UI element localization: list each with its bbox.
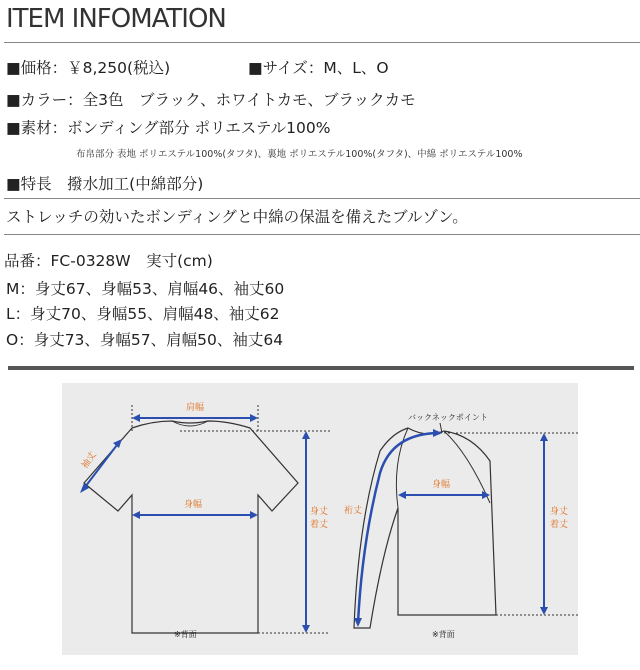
product-number: 品番：FC-0328W 実寸(cm) [4,252,213,270]
back-note-left: ※背面 [174,630,197,639]
measurement-svg [62,383,578,655]
chest-left-label: 身幅 [184,500,203,510]
back-note-right: ※背面 [432,630,455,639]
sleeve-short-label: 袖丈 [80,450,99,471]
size-row-m: M：身丈67、身幅53、肩幅46、袖丈60 [6,280,285,298]
material-text: ■素材：ボンディング部分 ポリエステル100% [6,119,331,137]
description-text: ストレッチの効いたボンディングと中綿の保温を備えたブルゾン。 [6,208,468,226]
length-left-label-2: 着丈 [310,520,329,530]
chest-right-label: 身幅 [432,480,451,490]
section-title: ITEM INFOMATION [6,4,226,34]
length-right-label-2: 着丈 [550,520,569,530]
size-row-o: O：身丈73、身幅57、肩幅50、袖丈64 [6,331,284,349]
feature-text: ■特長 撥水加工(中綿部分) [6,175,204,193]
size-row-l: L：身丈70、身幅55、肩幅48、袖丈62 [6,305,280,323]
length-left-label-1: 身丈 [310,507,329,517]
tshirt-outline [84,421,298,633]
size-text: ■サイズ：M、L、O [248,59,389,77]
color-text: ■カラー：全3色 ブラック、ホワイトカモ、ブラックカモ [6,91,416,109]
sleeve-long-label: 裄丈 [344,506,363,516]
length-right-label-1: 身丈 [550,507,569,517]
material-detail-text: 布帛部分 表地 ポリエステル100%(タフタ)、裏地 ポリエステル100%(タフタ)、中綿 ポリエステル100% [76,149,523,160]
divider [4,42,640,43]
back-neck-point-label: バックネックポイント [408,413,488,422]
longsleeve-outline [354,428,496,628]
price-text: ■価格：￥8,250(税込) [6,59,171,77]
shoulder-label: 肩幅 [186,403,205,413]
divider [4,198,640,199]
thick-divider [8,366,634,370]
divider [4,234,640,235]
measurement-diagram [62,383,578,655]
